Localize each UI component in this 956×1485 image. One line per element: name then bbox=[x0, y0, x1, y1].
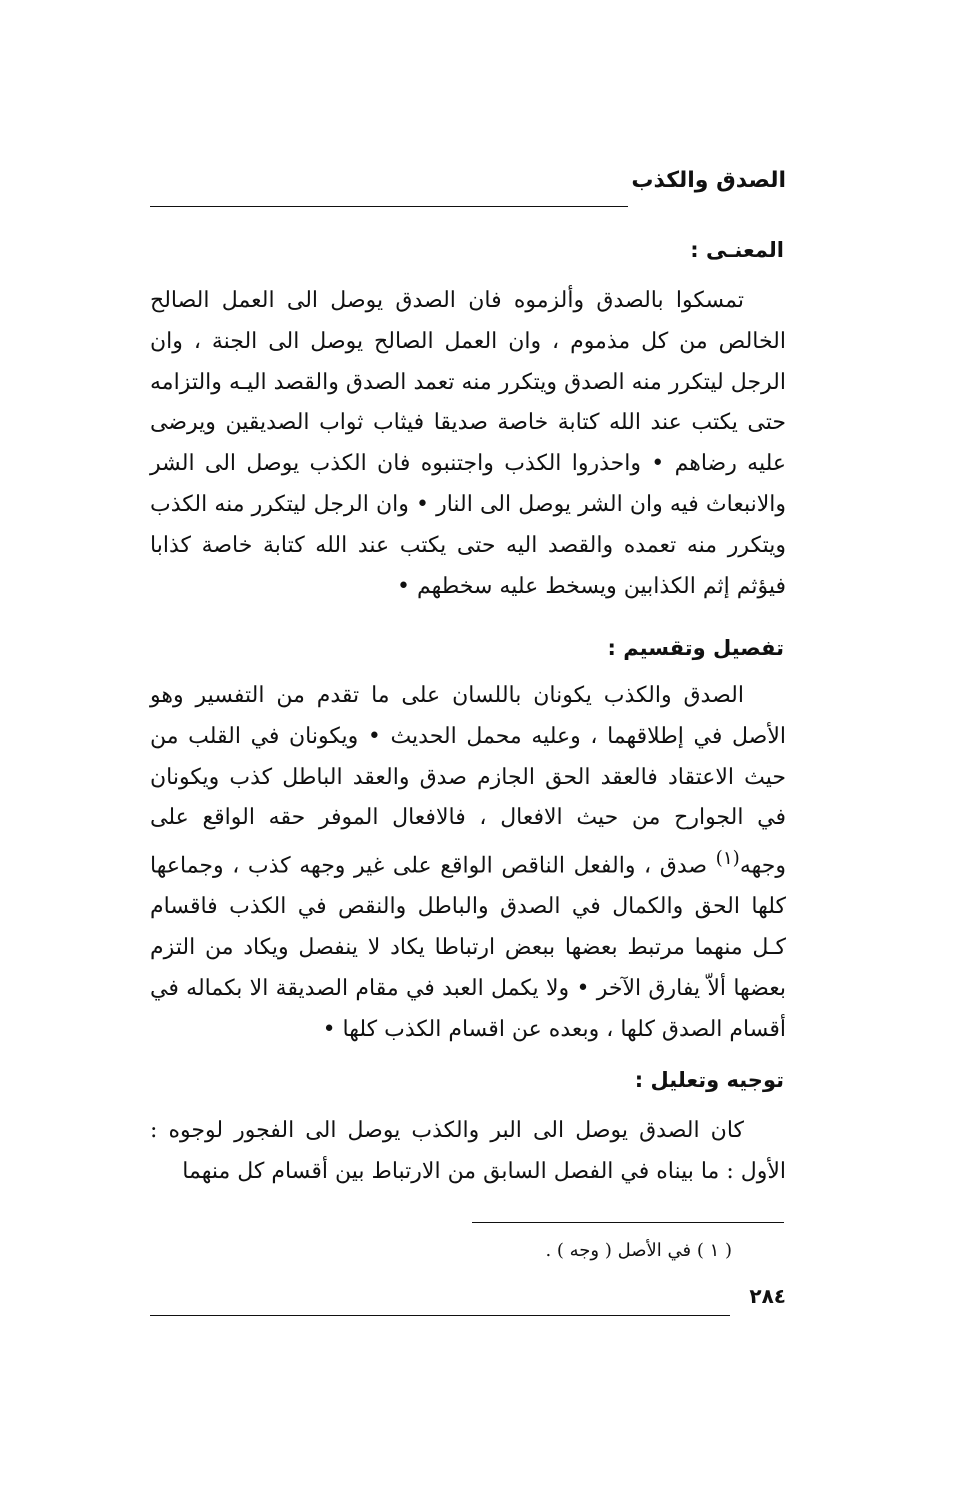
paragraph-text-part-2: صدق ، والفعل الناقص الواقع على غير وجهه كذب ، وجماعها كلها الحق والكمال في الصدق والباطل والنقص في الكذب فاقسام كـل منهما مرتبط بعضها ببعض ارتباطا يكاد لا ينفصل ويكاد من التزم بعضها ألاّ يفارق الآخر • ولا يكمل العبد في مقام الصديقة الا بكماله في أقسام الصدق كلها ، وبعده عن اقسام الكذب كلها • bbox=[150, 853, 786, 1042]
page-number: ٢٨٤ bbox=[749, 1284, 786, 1308]
footnote: ( ١ ) في الأصل ( وجه ) . bbox=[545, 1240, 732, 1261]
paragraph-text bbox=[150, 676, 786, 1051]
paragraph-detail bbox=[150, 676, 786, 1051]
running-title: الصدق والكذب bbox=[631, 168, 786, 193]
running-header bbox=[150, 168, 786, 212]
footnote-rule bbox=[472, 1222, 784, 1223]
paragraph-text: كان الصدق يوصل الى البر والكذب يوصل الى الفجور لوجوه : الأول : ما بيناه في الفصل السابق من الارتباط بين أقسام كل منهما bbox=[150, 1118, 786, 1184]
paragraph-text-part-1: الصدق والكذب يكونان باللسان على ما تقدم من التفسير وهو الأصل في إطلاقهما ، وعليه محمل الحديث • ويكونان في القلب من حيث الاعتقاد فالعقد الحق الجازم صدق والعقد الباطل كذب ويكونان في الجوارح من حيث الافعال ، فالافعال الموفر حقه الواقع على وجهه bbox=[150, 683, 786, 879]
section-heading-detail: تفصيل وتقسيم : bbox=[607, 636, 784, 660]
paragraph-text: تمسكوا بالصدق وألزموه فان الصدق يوصل الى العمل الصالح الخالص من كل مذموم ، وان العمل الصالح يوصل الى الجنة ، وان الرجل ليتكرر منه الصدق ويتكرر منه تعمد الصدق والقصد اليـه والتزامه حتى يكتب عند الله كتابة خاصة صديقا فيثاب ثواب الصديقين ويرضى عليه رضاهم • واحذروا الكذب واجتنبوه فان الكذب يوصل الى الشر والانبعاث فيه وان الشر يوصل الى النار • وان الرجل ليتكرر منه الكذب ويتكرر منه تعمده والقصد اليه حتى يكتب عند الله كتابة خاصة كذابا فيؤثم إثم الكذابين ويسخط عليه سخطهم • bbox=[150, 288, 786, 599]
paragraph-reasoning bbox=[150, 1111, 786, 1193]
section-heading-reasoning: توجيه وتعليل : bbox=[634, 1068, 784, 1092]
footnote-reference: (١) bbox=[715, 848, 740, 870]
paragraph-meaning bbox=[150, 281, 786, 607]
section-heading-meaning: المعنـى : bbox=[690, 238, 784, 262]
page-footer bbox=[150, 1284, 786, 1324]
header-rule bbox=[150, 206, 628, 207]
footer-rule bbox=[150, 1315, 730, 1316]
